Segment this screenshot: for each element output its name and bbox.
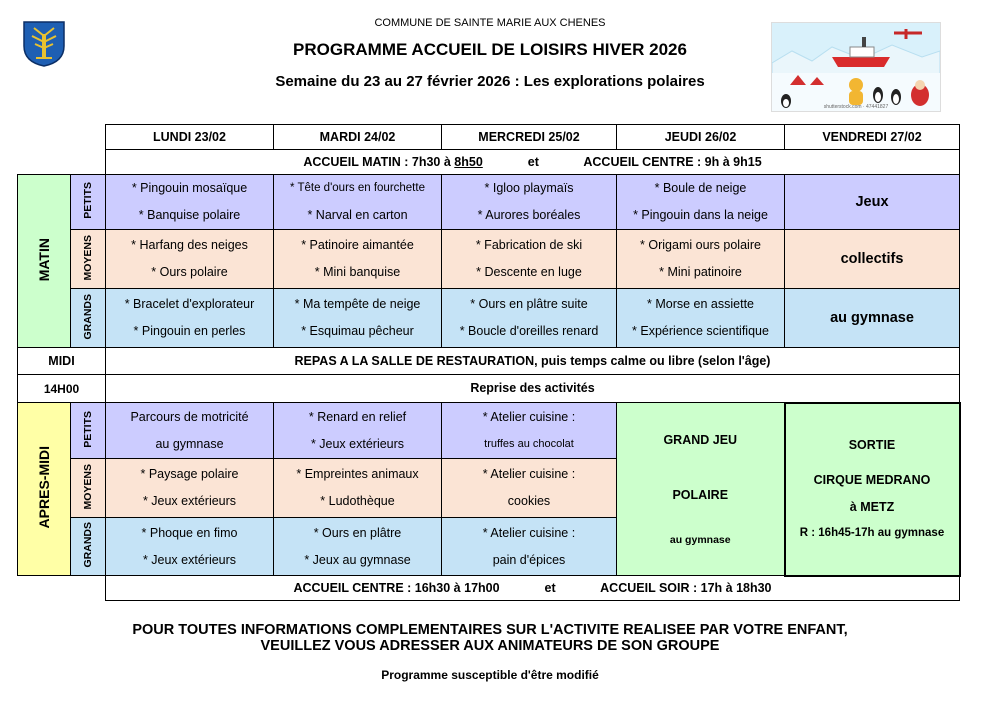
footer-line1: POUR TOUTES INFORMATIONS COMPLEMENTAIRES SUR L'ACTIVITE REALISEE PAR VOTRE ENFANT,: [132, 622, 848, 638]
accueil-centre-matin-text: ACCUEIL CENTRE : 9h à 9h15: [583, 155, 762, 169]
activity-cell: * Harfang des neiges * Ours polaire: [106, 230, 274, 289]
day-header-mercredi: MERCREDI 25/02: [442, 125, 617, 150]
activity-cell: * Ours en plâtre * Jeux au gymnase: [274, 518, 442, 576]
page-title: PROGRAMME ACCUEIL DE LOISIRS HIVER 2026: [293, 40, 687, 59]
activity-cell: * Boule de neige * Pingouin dans la neige: [617, 175, 785, 230]
accueil-soir-text: ACCUEIL SOIR : 17h à 18h30: [600, 581, 772, 596]
matin-label: MATIN: [18, 175, 71, 348]
reprise-activites: Reprise des activités: [106, 375, 960, 403]
accueil-centre-soir-text: ACCUEIL CENTRE : 16h30 à 17h00: [293, 581, 500, 596]
group-label-grands: GRANDS: [71, 289, 106, 348]
activity-cell: * Pingouin mosaïque * Banquise polaire: [106, 175, 274, 230]
accueil-matin-end: 8h50: [454, 155, 483, 169]
group-label-moyens: MOYENS: [71, 230, 106, 289]
footer-note: Programme susceptible d'être modifié: [381, 668, 599, 682]
accueil-soir-et: et: [544, 581, 556, 596]
vendredi-matin-collectifs: collectifs: [785, 230, 960, 289]
footer-info: [0, 622, 980, 654]
jeudi-grand-jeu: [617, 403, 785, 576]
commune-name: COMMUNE DE SAINTE MARIE AUX CHENES: [374, 17, 606, 29]
day-header-jeudi: JEUDI 26/02: [617, 125, 785, 150]
grand-jeu-line3: au gymnase: [669, 533, 731, 546]
activity-cell: * Igloo playmaïs * Aurores boréales: [442, 175, 617, 230]
accueil-matin-et: et: [527, 155, 539, 169]
accueil-matin-text: ACCUEIL MATIN : 7h30 à: [303, 155, 455, 169]
activity-cell: * Empreintes animaux * Ludothèque: [274, 459, 442, 518]
midi-repas: REPAS A LA SALLE DE RESTAURATION, puis temps calme ou libre (selon l'âge): [106, 348, 960, 375]
activity-cell: * Ours en plâtre suite * Boucle d'oreilles renard: [442, 289, 617, 348]
group-label-moyens: MOYENS: [71, 459, 106, 518]
apres-midi-label: APRES-MIDI: [18, 403, 71, 576]
group-label-grands: GRANDS: [71, 518, 106, 576]
activity-cell: * Tête d'ours en fourchette * Narval en carton: [274, 175, 442, 230]
sortie-line3: à METZ: [849, 499, 895, 514]
group-label-petits: PETITS: [71, 403, 106, 459]
accueil-soir-row: [106, 576, 960, 601]
sortie-line1: SORTIE: [848, 437, 896, 452]
vendredi-matin-jeux: Jeux: [785, 175, 960, 230]
accueil-matin-row: [106, 150, 960, 175]
activity-cell: * Morse en assiette * Expérience scientifique: [617, 289, 785, 348]
sortie-line4: R : 16h45-17h au gymnase: [799, 526, 945, 539]
activity-cell: * Atelier cuisine : pain d'épices: [442, 518, 617, 576]
day-header-mardi: MARDI 24/02: [274, 125, 442, 150]
grand-jeu-line1: GRAND JEU: [663, 432, 738, 447]
week-subtitle: Semaine du 23 au 27 février 2026 : Les explorations polaires: [275, 73, 705, 90]
footer-line2: VEUILLEZ VOUS ADRESSER AUX ANIMATEURS DE SON GROUPE: [260, 638, 720, 654]
midi-label: MIDI: [18, 348, 106, 375]
day-header-vendredi: VENDREDI 27/02: [785, 125, 960, 150]
day-header-lundi: LUNDI 23/02: [106, 125, 274, 150]
illustration-credit: shutterstock.com · 47441827: [823, 104, 889, 110]
activity-cell: * Atelier cuisine : cookies: [442, 459, 617, 518]
activity-cell: * Phoque en fimo * Jeux extérieurs: [106, 518, 274, 576]
activity-cell: * Atelier cuisine : truffes au chocolat: [442, 403, 617, 459]
activity-cell: * Ma tempête de neige * Esquimau pêcheur: [274, 289, 442, 348]
h14-label: 14H00: [18, 375, 106, 403]
activity-cell: * Paysage polaire * Jeux extérieurs: [106, 459, 274, 518]
activity-cell: * Fabrication de ski * Descente en luge: [442, 230, 617, 289]
activity-cell: Parcours de motricité au gymnase: [106, 403, 274, 459]
group-label-petits: PETITS: [71, 175, 106, 230]
vendredi-sortie: [785, 403, 960, 576]
activity-cell: * Renard en relief * Jeux extérieurs: [274, 403, 442, 459]
grand-jeu-line2: POLAIRE: [672, 487, 729, 502]
activity-cell: * Origami ours polaire * Mini patinoire: [617, 230, 785, 289]
vendredi-matin-gymnase: au gymnase: [785, 289, 960, 348]
activity-cell: * Bracelet d'explorateur * Pingouin en perles: [106, 289, 274, 348]
activity-cell: * Patinoire aimantée * Mini banquise: [274, 230, 442, 289]
polar-illustration: [771, 22, 941, 112]
schedule-table: [17, 124, 961, 601]
sortie-line2: CIRQUE MEDRANO: [813, 472, 931, 487]
